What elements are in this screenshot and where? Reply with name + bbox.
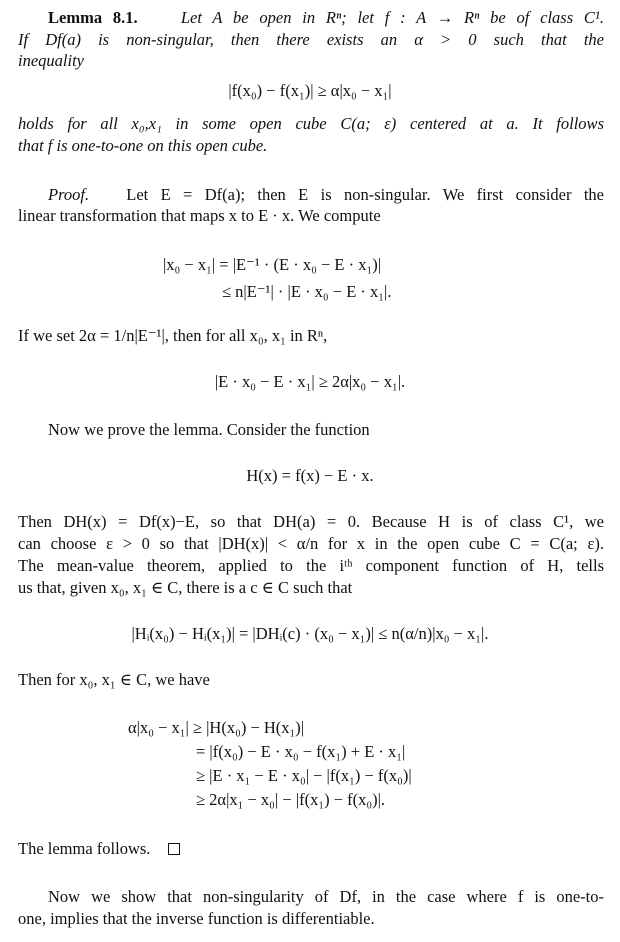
lemma-line: that f is one-to-one on this open cube. [18, 136, 268, 155]
proof-line: can choose ε > 0 so that |DH(x)| < α/n for x in the open cube C = C(a; ε). [18, 534, 604, 553]
proof-text: Let E = Df(a); then E is non-singular. We first consider the [126, 185, 605, 204]
proof-label: Proof. [48, 185, 90, 204]
proof-line: If we set 2α = 1/n|E⁻¹|, then for all x₀, x₁ in Rⁿ, [18, 326, 328, 345]
equation: ≤ n|E⁻¹| · |E · x₀ − E · x₁|. [222, 282, 392, 301]
proof-line: Then DH(x) = Df(x)−E, so that DH(a) = 0. Because H is of class C¹, we [18, 512, 604, 531]
aligned-equation: = |f(x₀) − E · x₀ − f(x₁) + E · x₁| [196, 742, 406, 761]
proof-line: Then for x₀, x₁ ∈ C, we have [18, 670, 210, 689]
lemma-text: Let A be open in Rⁿ; let f : A → Rⁿ be of class C¹. [180, 8, 604, 27]
proof-conclusion [18, 839, 180, 859]
next-paragraph-line: one, implies that the inverse function is differentiable. [18, 909, 375, 928]
equation: |E · x₀ − E · x₁| ≥ 2α|x₀ − x₁|. [214, 372, 406, 391]
qed-square-icon [168, 843, 180, 855]
equation: |Hᵢ(x₀) − Hᵢ(x₁)| = |DHᵢ(c) · (x₀ − x₁)| ≤ n(α/n)|x₀ − x₁|. [131, 624, 489, 643]
aligned-equation: α|x₀ − x₁| ≥ |H(x₀) − H(x₁)| [128, 718, 305, 737]
lemma-line: If Df(a) is non-singular, then there exists an α > 0 such that the [18, 30, 604, 49]
aligned-equation: ≥ 2α|x₁ − x₀| − |f(x₁) − f(x₀)|. [196, 790, 386, 809]
proof-line [48, 185, 604, 205]
lemma-statement-line [48, 8, 604, 28]
lemma-label: Lemma 8.1. [48, 8, 138, 27]
proof-line: The mean-value theorem, applied to the iᵗʰ component function of H, tells [18, 556, 604, 575]
aligned-equation: ≥ |E · x₁ − E · x₀| − |f(x₁) − f(x₀)| [196, 766, 412, 785]
next-paragraph-line: Now we show that non-singularity of Df, in the case where f is one-to- [48, 887, 604, 906]
lemma-line: inequality [18, 51, 84, 70]
proof-line: Now we prove the lemma. Consider the function [48, 420, 370, 439]
proof-line: us that, given x₀, x₁ ∈ C, there is a c ∈ C such that [18, 578, 353, 597]
conclusion-text: The lemma follows. [18, 839, 151, 858]
lemma-formula: |f(x₀) − f(x₁)| ≥ α|x₀ − x₁| [228, 81, 392, 100]
equation: H(x) = f(x) − E · x. [246, 466, 374, 485]
lemma-line: holds for all x₀,x₁ in some open cube C(a; ε) centered at a. It follows [18, 114, 604, 133]
proof-line: linear transformation that maps x to E · x. We compute [18, 206, 381, 225]
equation: |x₀ − x₁| = |E⁻¹ · (E · x₀ − E · x₁)| [163, 255, 382, 274]
